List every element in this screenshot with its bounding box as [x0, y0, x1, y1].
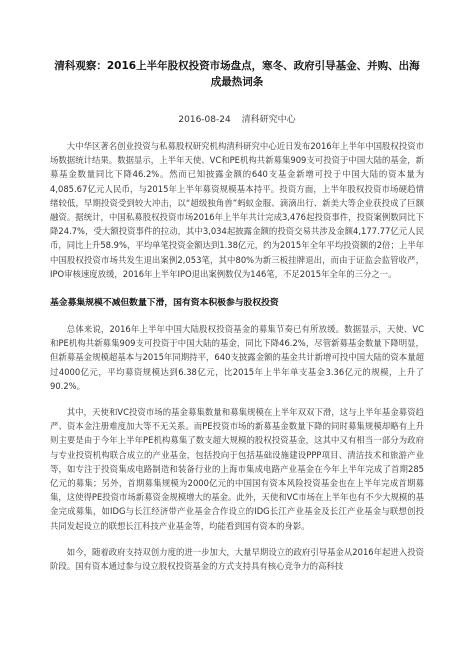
article-meta: [50, 112, 424, 125]
body-paragraph: 大中华区著名创业投资与私募股权研究机构清科研究中心近日发布2016年上半年中国股权投资市场数据统计结果。数据显示，上半年天使、VC和PE机构共新募集909支可投资于中国大陆的基金，新募基金数量同比下降46.2%。然而已知披露金额的640支基金新增可投于中国大陆的资本量为4,085.67亿元人民币，与2015年上半年募资规模基本持平。投资方面，上半年股权投资市场硬趋情绪较低，早期投资受到较大冲击，以“超级独角兽”蚂蚁金服、滴滴出行、新美大等企业获投成了巨额融资。据统计，中国私募股权投资市场2016年上半年共计完成3,476起投资事件，投资案例数同比下降24.7%，受大额投资事件的拉动，其中3,034起披露金额的投资交易共涉及金额4,177.77亿元人民币，同比上升58.9%，平均单笔投资金额达到1.38亿元，约为2015年全年平均投资额的2倍；上半年中国股权投资市场共发生退出案例2,053笔，其中80%为新三板挂牌退出，而由于证监会监管收严，IPO审核速度放缓，2016年上半年IPO退出案例数仅为146笔，不足2015年全年的三分之一。: [50, 141, 424, 279]
section-heading: 基金募集规模不减但数量下滑，国有资本积极参与股权投资: [50, 298, 279, 309]
body-paragraph: 总体来说，2016年上半年中国大陆股权投资基金的募集节奏已有所放缓。数据显示，天使、VC和PE机构共新募集909支可投资于中国大陆的基金，同比下降46.2%，尽管新募基金数量下降明显，但新募基金规模超基本与2015年同期持平，640支披露金额的基金共计新增可投中国大陆的资本量超过4000亿元，平均募资规模达到6.38亿元，比2015年上半年单支基金3.36亿元的规模，上升了90.2%。: [50, 324, 424, 391]
article-date: 2016-08-24: [178, 115, 231, 125]
article-title: 清科观察：2016上半年股权投资市场盘点，寒冬、政府引导基金、并购、出海成最热词条: [54, 60, 420, 88]
body-paragraph: 如今，随着政府支持双创力度的进一步加大，大量早期设立的政府引导基金从2016年起进入投资阶段。国有资本通过参与设立股权投资基金的方式支持具有核心竞争力的高科技: [50, 546, 424, 572]
body-paragraph: 其中，天使和VC投资市场的基金募集数量和募集规模在上半年双双下滑，这与上半年基金募资趋严、资本金注册难度加大等不无关系。而PE投资市场的新募基金数量下降的同时募集规模却略有上升则主要是由于今年上半年PE机构募集了数支超大规模的股权投资基金，这其中又有相当一部分为政府与专业投资机构联合成立的产业基金，包括投向于包括基础设施建设PPP项目、清洁技术和旅游产业等，如专注于投资集成电路制造和装备行业的上海市集成电路产业基金在今年上半年完成了首期285亿元的募集；另外，首期募集规模为2000亿元的中国国有资本风险投资基金也在上半年完成首期募集，这使得PE投资市场新募资金规模增大的基金。此外，天使和VC市场在上半年也有不少大规模的基金完成募集，如IDG与长江经济带产业基金合作设立的IDG长江产业基金及长江产业基金与联想创投共同发起设立的联想长江科技产业基金等，均能看到国有资本的身影。: [50, 407, 424, 531]
article-source: 清科研究中心: [241, 115, 296, 125]
